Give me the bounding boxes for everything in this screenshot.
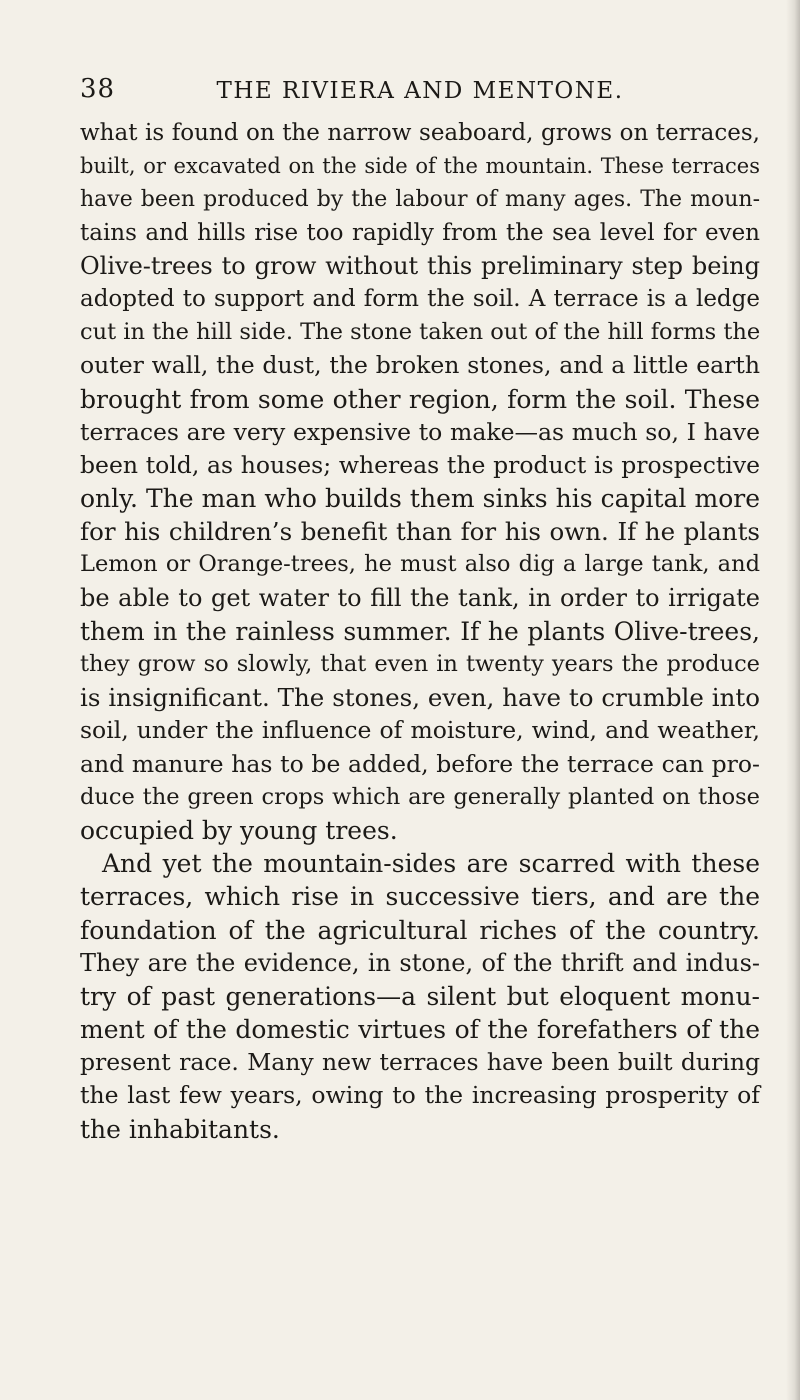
text-line: the inhabitants. xyxy=(80,1114,280,1144)
text-line: tains and hills rise too rapidly from the sea level for even xyxy=(80,219,760,246)
text-line: Olive-trees to grow without this preliminary step being xyxy=(80,251,760,280)
text-line: built, or excavated on the side of the mountain. These terraces xyxy=(80,154,760,179)
text-line: duce the green crops which are generally planted on those xyxy=(80,783,760,810)
text-line: ment of the domestic virtues of the forefathers of the xyxy=(80,1015,760,1045)
text-line: brought from some other region, form the soil. These xyxy=(80,384,760,414)
page-edge-shadow xyxy=(786,0,800,1400)
text-line: terraces, which rise in successive tiers, and are the xyxy=(80,882,760,912)
body-text xyxy=(80,117,760,1146)
text-line: soil, under the influence of moisture, wind, and weather, xyxy=(80,716,760,745)
text-line: be able to get water to fill the tank, in order to irrigate xyxy=(80,583,760,612)
text-line: only. The man who builds them sinks his capital more xyxy=(80,484,760,514)
text-line: Lemon or Orange-trees, he must also dig a large tank, and xyxy=(80,551,760,578)
text-line: the last few years, owing to the increasing prosperity of xyxy=(80,1081,760,1110)
text-line: adopted to support and form the soil. A terrace is a ledge xyxy=(80,285,760,312)
paragraph-first-line: And yet the mountain-sides are scarred with these xyxy=(102,849,760,879)
text-line: been told, as houses; whereas the product is prospective xyxy=(80,450,760,479)
running-head: THE RIVIERA AND MENTONE. xyxy=(216,78,624,104)
text-line: and manure has to be added, before the terrace can pro- xyxy=(80,749,760,778)
text-line: foundation of the agricultural riches of the country. xyxy=(80,915,760,945)
text-line: they grow so slowly, that even in twenty years the produce xyxy=(80,651,760,677)
text-line: have been produced by the labour of many ages. The moun- xyxy=(80,187,760,213)
text-line: occupied by young trees. xyxy=(80,815,398,845)
text-line: They are the evidence, in stone, of the thrift and indus- xyxy=(80,948,760,977)
text-line: is insignificant. The stones, even, have to crumble into xyxy=(80,683,760,713)
text-line: what is found on the narrow seaboard, grows on terraces, xyxy=(80,120,760,146)
text-line: for his children’s benefit than for his own. If he plants xyxy=(80,517,760,547)
text-line: present race. Many new terraces have been built during xyxy=(80,1048,760,1077)
text-line: terraces are very expensive to make—as much so, I have xyxy=(80,417,760,446)
page-number: 38 xyxy=(80,74,116,104)
text-line: outer wall, the dust, the broken stones, and a little earth xyxy=(80,351,760,380)
text-line: them in the rainless summer. If he plants Olive-trees, xyxy=(80,616,760,646)
text-line: cut in the hill side. The stone taken out of the hill forms the xyxy=(80,319,761,346)
text-line: try of past generations—a silent but eloquent monu- xyxy=(80,981,760,1011)
